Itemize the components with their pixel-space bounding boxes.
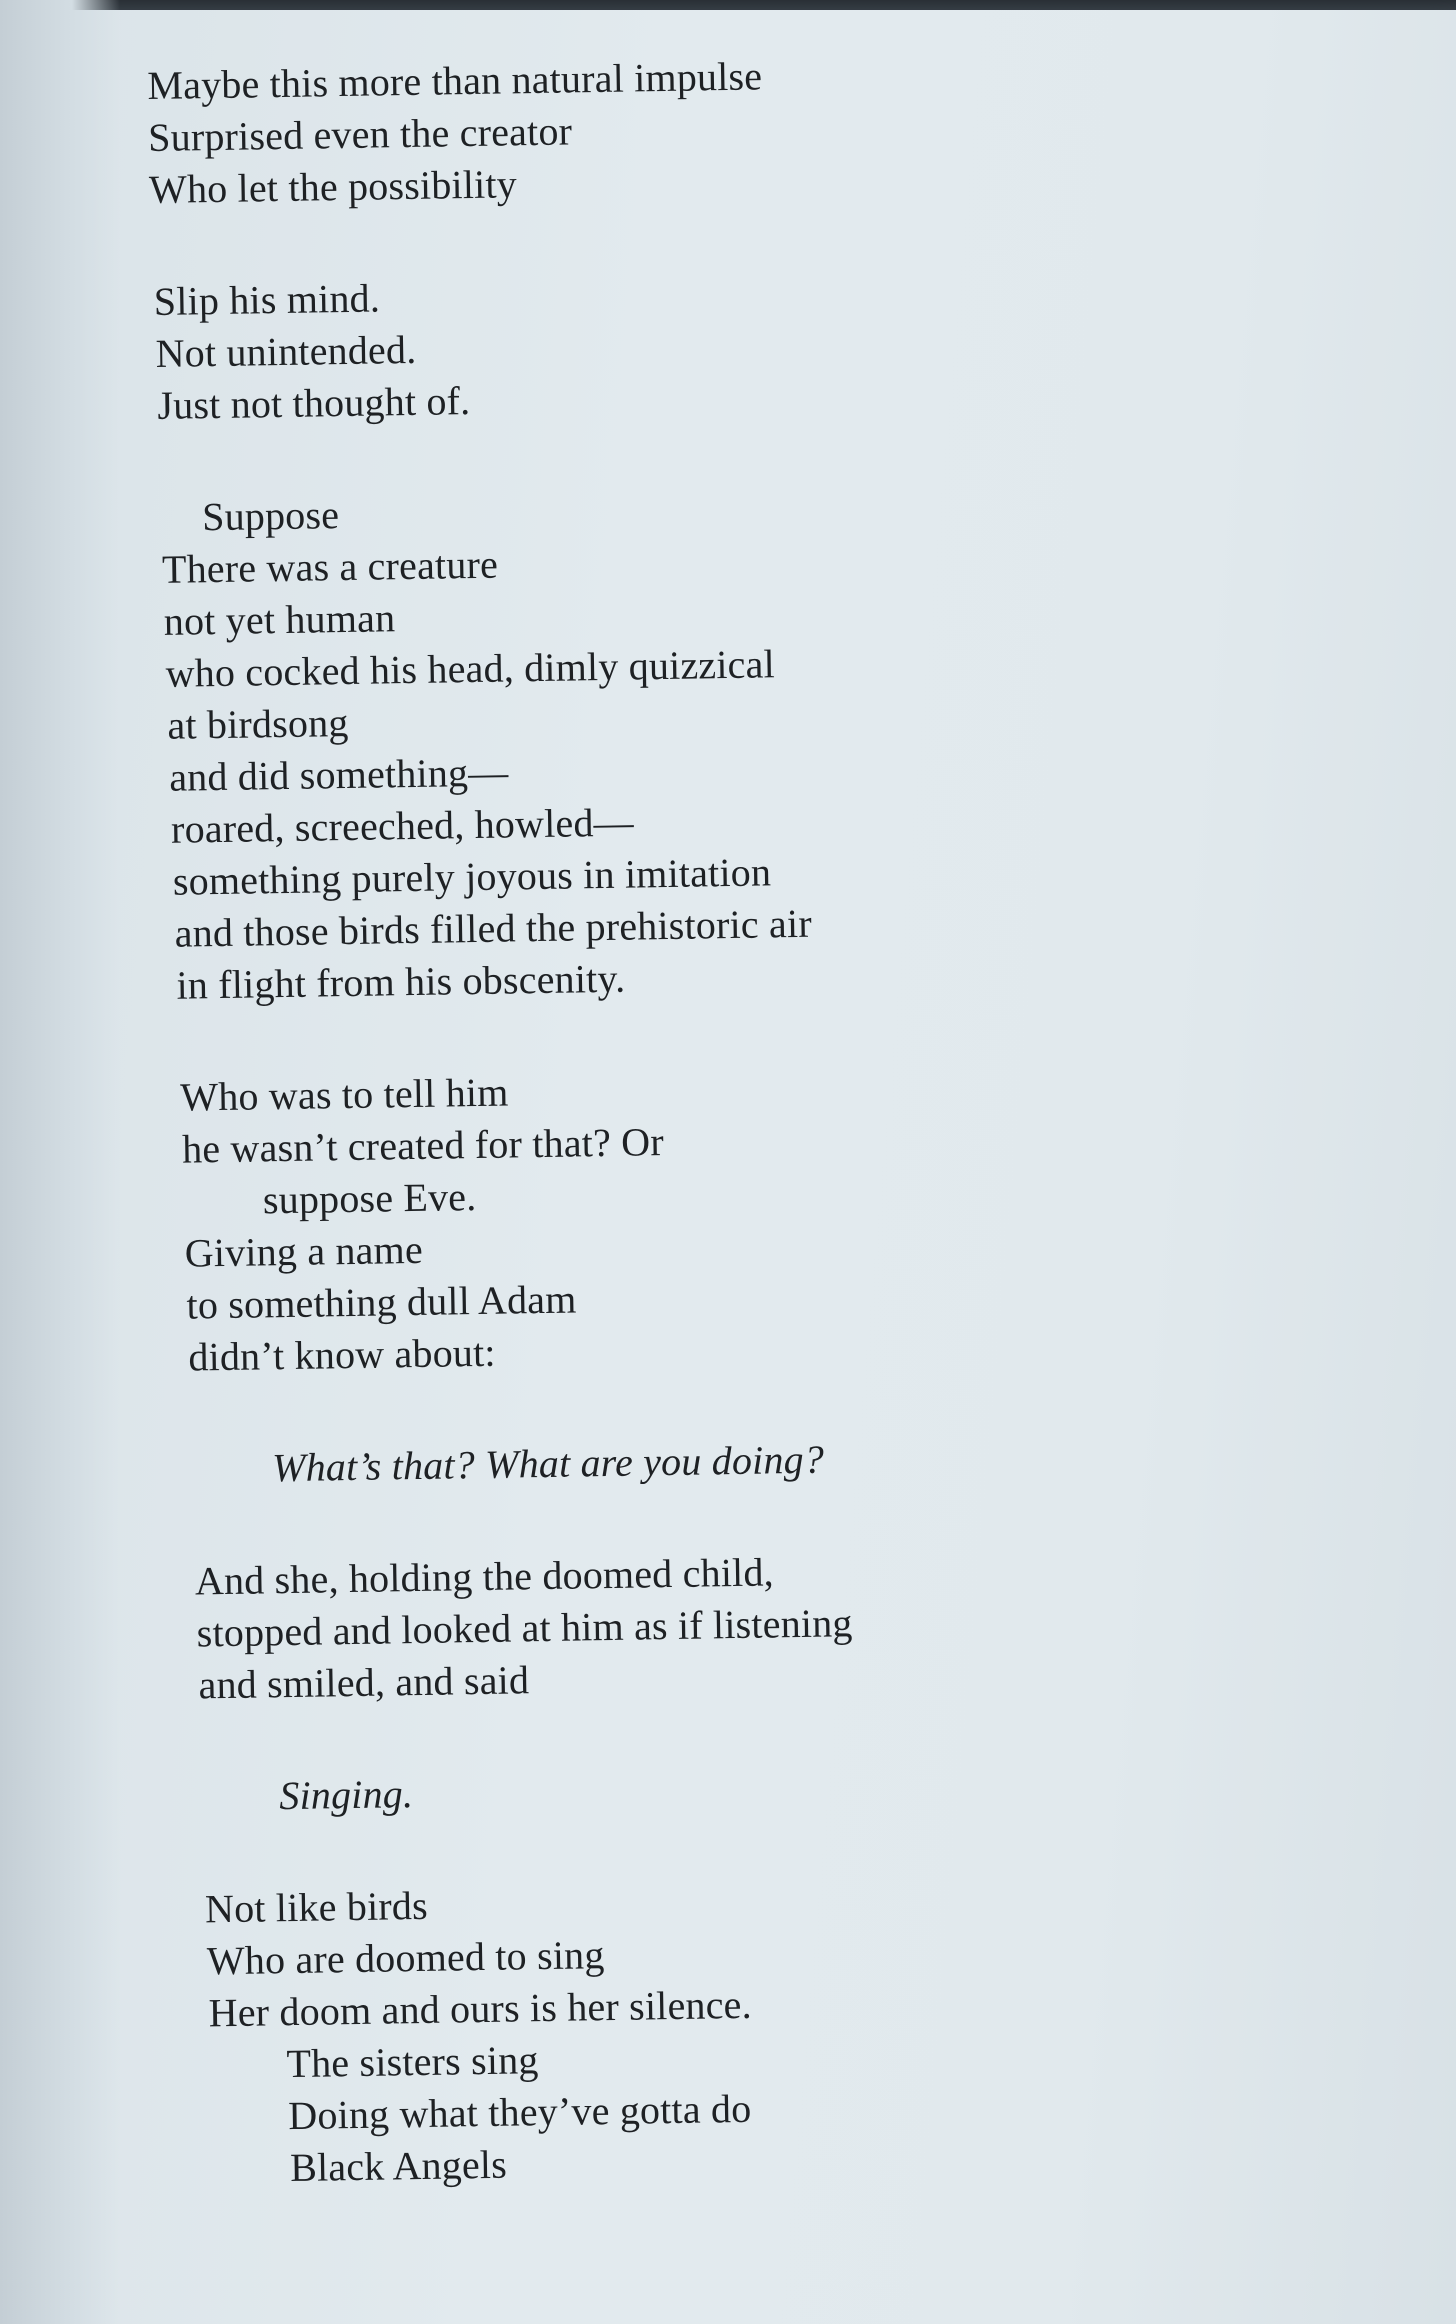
- poem-line: roared, screeched, howled—: [170, 799, 635, 852]
- poem-line: suppose Eve.: [262, 1174, 477, 1223]
- poem-line: and did something—: [168, 749, 509, 800]
- poem-line: stopped and looked at him as if listening: [196, 1600, 853, 1656]
- poem-line: Not like birds: [204, 1882, 429, 1932]
- poem-line: in flight from his obscenity.: [176, 955, 626, 1008]
- poem-line: Who are doomed to sing: [206, 1932, 605, 1984]
- poem-line: something purely joyous in imitation: [172, 849, 772, 904]
- poem-line: didn’t know about:: [188, 1329, 496, 1380]
- poem-line: who cocked his head, dimly quizzical: [165, 641, 776, 696]
- poem-line: Slip his mind.: [153, 275, 381, 324]
- poem-line: There was a creature: [161, 541, 499, 592]
- poem-line: Her doom and ours is her silence.: [208, 1981, 753, 2036]
- poem-line: Black Angels: [289, 2141, 508, 2191]
- poem-line: and those birds filled the prehistoric air: [174, 900, 813, 956]
- poem-line: not yet human: [163, 595, 396, 644]
- poem-line: Just not thought of.: [157, 378, 471, 428]
- poem-line: Not unintended.: [155, 326, 417, 376]
- poem-line: and smiled, and said: [198, 1657, 530, 1708]
- poem-line: The sisters sing: [286, 2037, 539, 2087]
- poem-line: Giving a name: [184, 1226, 424, 1276]
- poem-line: Who was to tell him: [179, 1069, 509, 1120]
- poem-line-italic: What’s that? What are you doing?: [271, 1436, 825, 1491]
- poem-line-italic: Singing.: [278, 1771, 414, 1819]
- poem-line: he wasn’t created for that? Or: [181, 1119, 665, 1172]
- poem-line: Suppose: [201, 492, 340, 540]
- poem-line: Who let the possibility: [148, 161, 518, 213]
- poem-line: at birdsong: [167, 699, 349, 748]
- poem-line: Maybe this more than natural impulse: [147, 53, 763, 109]
- poem-line: Doing what they’ve gotta do: [287, 2085, 752, 2139]
- poem-line: Surprised even the creator: [147, 108, 573, 161]
- poem-line: And she, holding the doomed child,: [194, 1549, 775, 1604]
- poem-line: to something dull Adam: [186, 1276, 577, 1328]
